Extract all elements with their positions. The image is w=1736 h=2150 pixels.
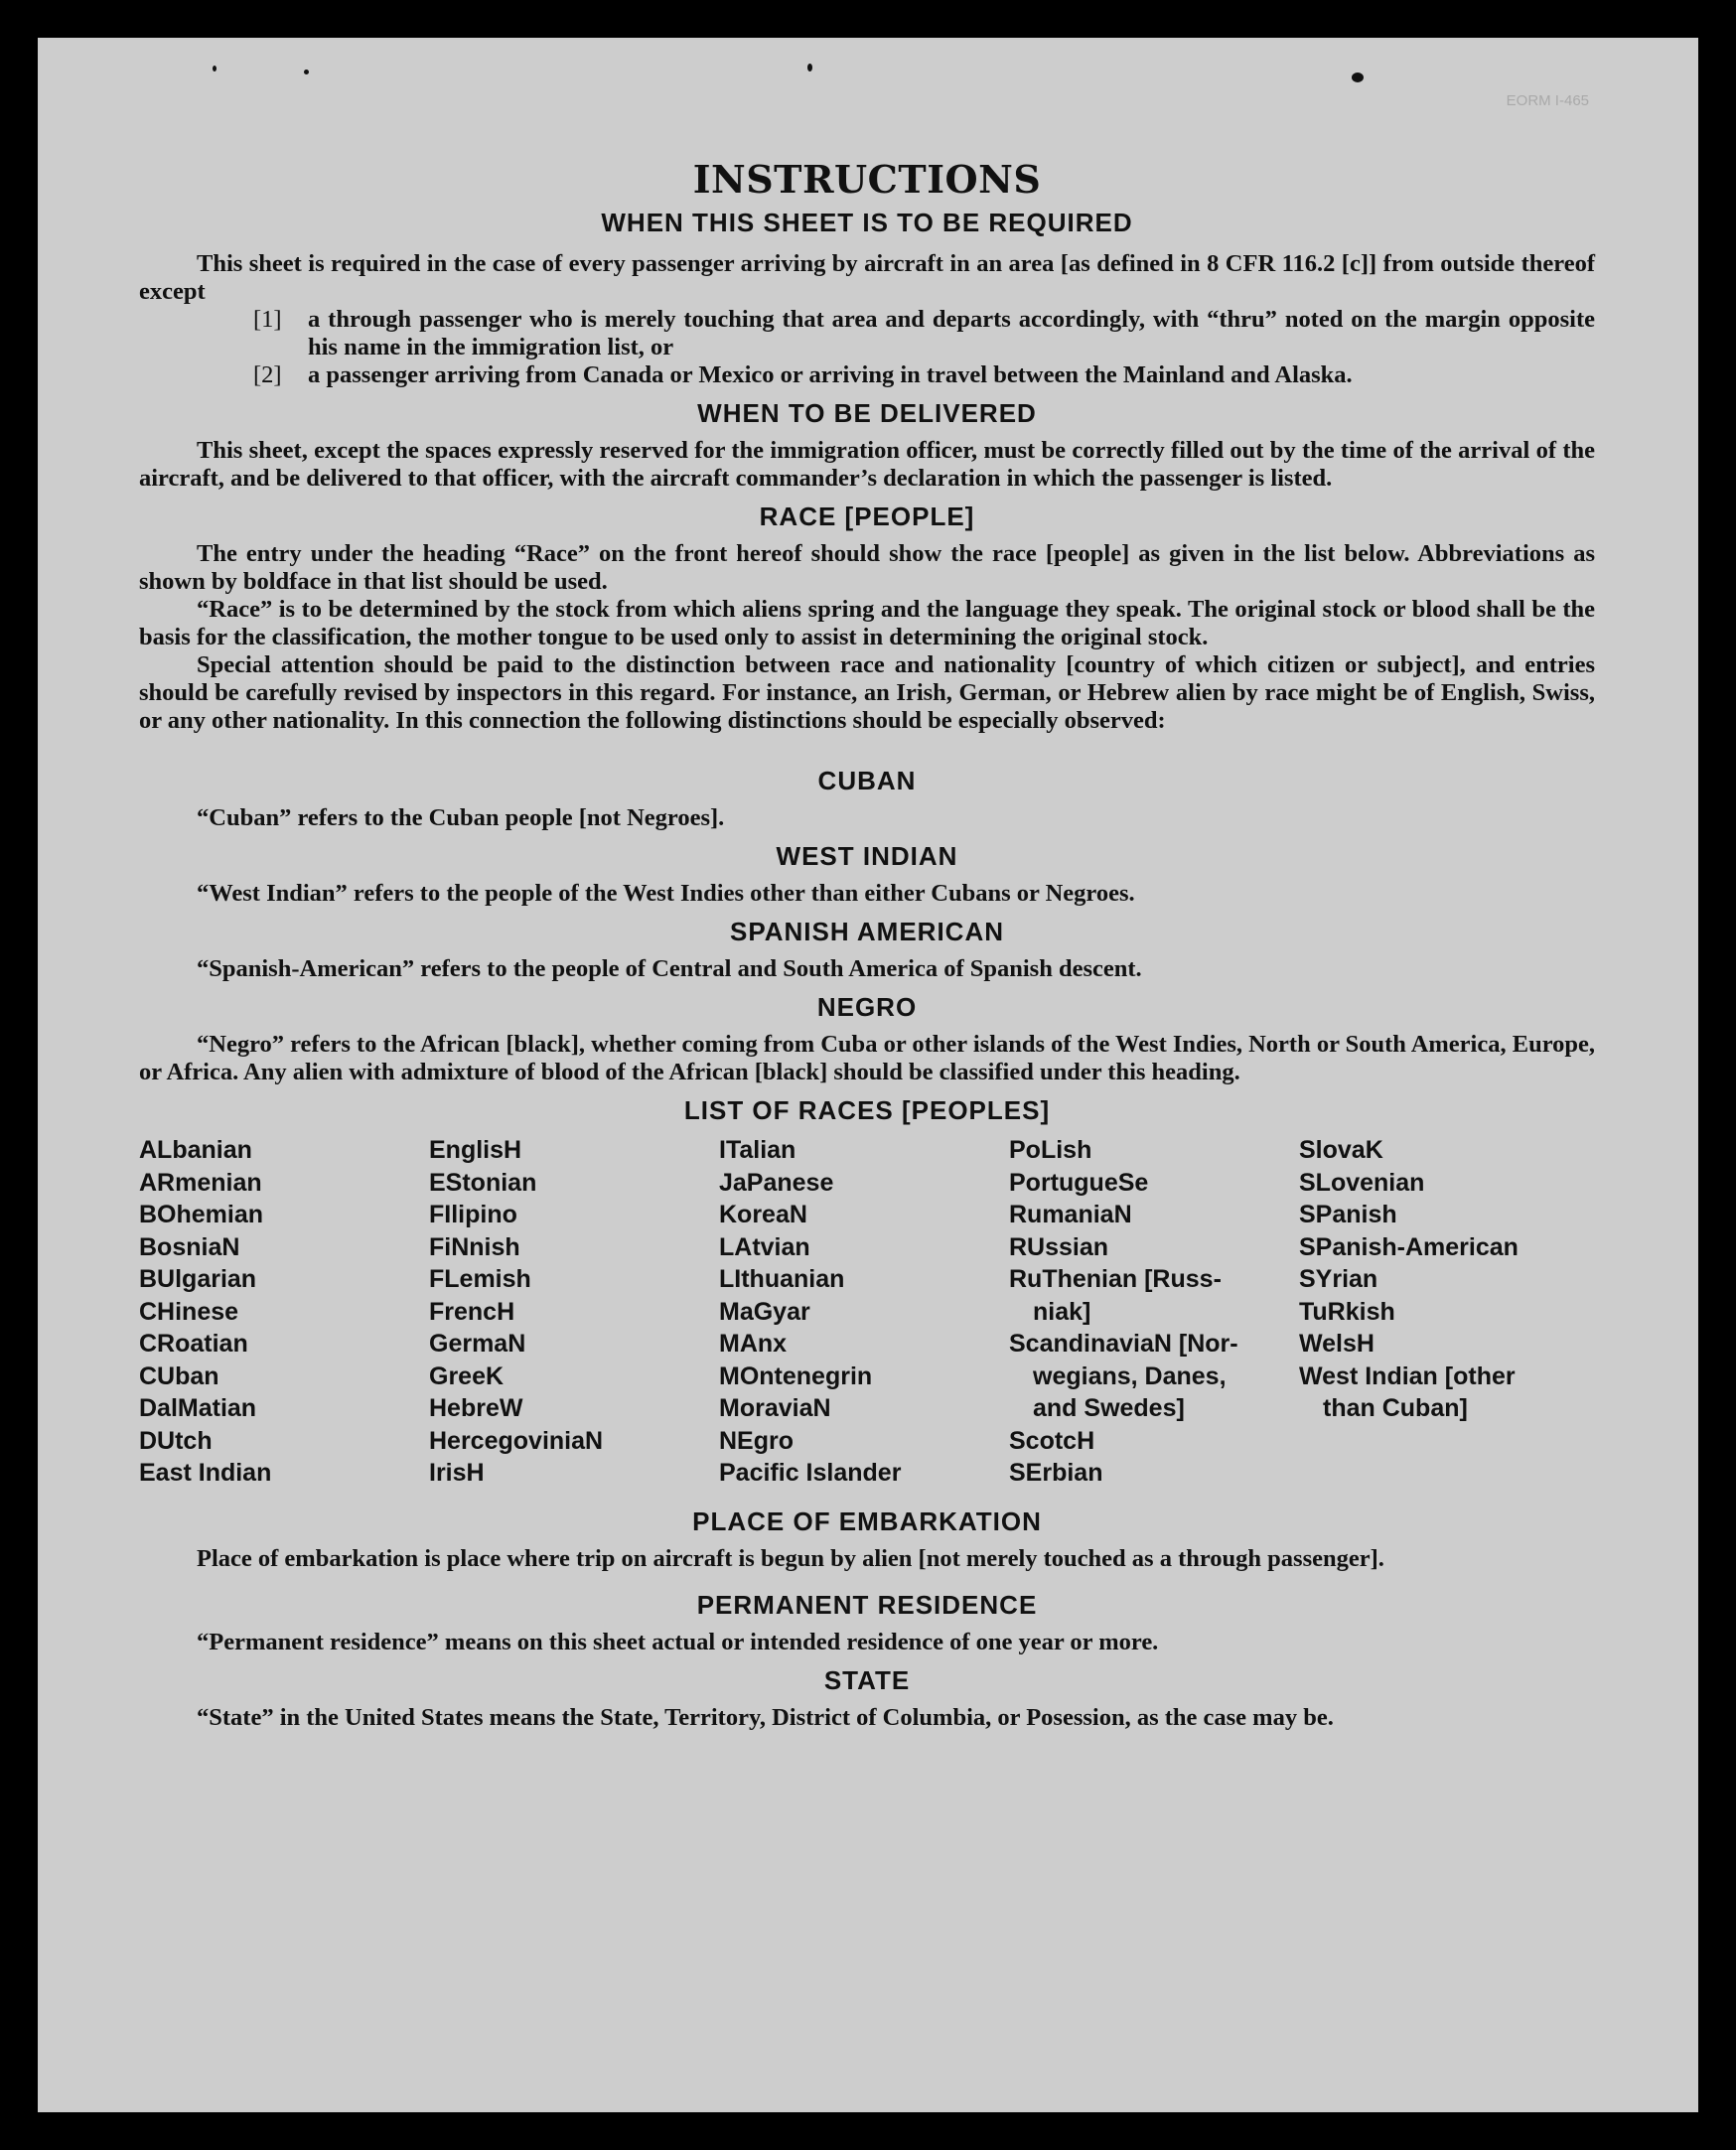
- exception-item: [2] a passenger arriving from Canada or Mexico or arriving in travel between the Mainland and Alaska.: [253, 361, 1353, 388]
- race-entry: SPanish: [1299, 1201, 1397, 1228]
- race-entry: DalMatian: [139, 1394, 257, 1422]
- required-intro: This sheet is required in the case of every passenger arriving by aircraft in an area [as defined in 8 CFR 116.2 [c]] from outside thereof except: [139, 250, 1595, 305]
- race-entry: TuRkish: [1299, 1297, 1395, 1326]
- race-entry: CRoatian: [139, 1330, 248, 1358]
- race-entry: RumaniaN: [1009, 1201, 1132, 1228]
- race-paragraph-1: The entry under the heading “Race” on the front hereof should show the race [people] as given in the list below. Abbreviations as shown by boldface in that list should be used.: [139, 540, 1595, 595]
- spanish-american-text: “Spanish-American” refers to the people of Central and South America of Spanish descent.: [197, 955, 1142, 982]
- race-entry: SPanish-American: [1299, 1232, 1519, 1261]
- heading-required: WHEN THIS SHEET IS TO BE REQUIRED: [601, 208, 1133, 237]
- races-column: [139, 1134, 429, 1490]
- race-entry: SlovaK: [1299, 1136, 1383, 1164]
- race-entry-continued: and Swedes]: [1033, 1394, 1185, 1422]
- heading-cuban: CUBAN: [817, 766, 917, 795]
- heading-delivered: WHEN TO BE DELIVERED: [697, 398, 1037, 428]
- race-entry-continued: niak]: [1033, 1297, 1091, 1326]
- race-entry: DUtch: [139, 1426, 213, 1455]
- race-entry: HercegoviniaN: [429, 1426, 604, 1455]
- west-indian-text: “West Indian” refers to the people of the West Indies other than either Cubans or Negroes.: [197, 880, 1135, 907]
- race-entry: FIlipino: [429, 1201, 517, 1228]
- race-entry-continued: wegians, Danes,: [1033, 1362, 1227, 1390]
- race-entry: RuThenian [Russ-: [1009, 1265, 1222, 1293]
- heading-races-list: LIST OF RACES [PEOPLES]: [683, 1095, 1051, 1125]
- heading-residence: PERMANENT RESIDENCE: [696, 1589, 1038, 1620]
- cuban-text: “Cuban” refers to the Cuban people [not Negroes].: [197, 804, 725, 831]
- race-entry: MoraviaN: [719, 1394, 831, 1422]
- race-entry: PortugueSe: [1009, 1168, 1149, 1197]
- race-entry: FLemish: [429, 1265, 531, 1293]
- race-entry: NEgro: [719, 1426, 794, 1455]
- heading-race: RACE [PEOPLE]: [759, 502, 975, 531]
- race-entry: MOntenegrin: [719, 1362, 873, 1390]
- scan-speck: [1352, 72, 1364, 82]
- instructions-content: [139, 155, 1595, 1732]
- race-entry: LAtvian: [719, 1232, 810, 1261]
- race-entry: BosniaN: [139, 1232, 240, 1261]
- race-entry: SLovenian: [1299, 1168, 1425, 1197]
- document-sheet: [38, 38, 1698, 2112]
- race-entry: EStonian: [429, 1168, 537, 1197]
- heading-embarkation: PLACE OF EMBARKATION: [692, 1505, 1042, 1536]
- residence-text: “Permanent residence” means on this sheet actual or intended residence of one year or more.: [197, 1628, 1159, 1655]
- race-entry: BUlgarian: [139, 1265, 257, 1293]
- race-entry: Pacific Islander: [719, 1459, 902, 1487]
- races-table: [139, 1134, 1595, 1490]
- race-paragraph-3: Special attention should be paid to the distinction between race and nationality [country of which citizen or subject], and entries should be carefully revised by inspectors in this regard. For instance, an Irish, German, or Hebrew alien by race might be of English, Swiss, or any other nationality. In this connection the following distinctions should be especially observed:: [139, 651, 1595, 734]
- races-column: [719, 1134, 1009, 1490]
- race-entry: WelsH: [1299, 1330, 1374, 1358]
- heading-spanish-american: SPANISH AMERICAN: [729, 917, 1004, 946]
- state-text: “State” in the United States means the State, Territory, District of Columbia, or Posession, as the case may be.: [197, 1703, 1334, 1731]
- negro-text: “Negro” refers to the African [black], whether coming from Cuba or other islands of the West Indies, North or South America, Europe, or Africa. Any alien with admixture of blood of the African [black] should be classified under this heading.: [139, 1031, 1596, 1085]
- race-entry: CHinese: [139, 1297, 239, 1326]
- races-column: [1299, 1134, 1589, 1490]
- race-entry: SYrian: [1299, 1265, 1378, 1293]
- race-entry: ITalian: [719, 1136, 796, 1164]
- race-entry: ScotcH: [1009, 1426, 1095, 1455]
- race-entry: GreeK: [429, 1362, 505, 1390]
- race-entry: West Indian [other: [1299, 1362, 1516, 1390]
- scan-speck: [213, 66, 217, 72]
- page-title: INSTRUCTIONS: [692, 157, 1042, 202]
- race-entry: ARmenian: [139, 1168, 262, 1197]
- race-entry: RUssian: [1009, 1232, 1109, 1261]
- races-column: [1009, 1134, 1299, 1490]
- race-entry: FrencH: [429, 1297, 515, 1326]
- race-entry: HebreW: [429, 1394, 523, 1422]
- races-column: [429, 1134, 719, 1490]
- race-entry: KoreaN: [719, 1201, 807, 1228]
- race-entry: SErbian: [1009, 1459, 1103, 1487]
- embarkation-text: Place of embarkation is place where trip on aircraft is begun by alien [not merely touched as a through passenger].: [197, 1544, 1384, 1572]
- heading-negro: NEGRO: [816, 992, 918, 1022]
- scan-speck: [304, 70, 309, 74]
- race-entry: ScandinaviaN [Nor-: [1009, 1330, 1238, 1358]
- race-entry: IrisH: [429, 1459, 485, 1487]
- delivered-text: This sheet, except the spaces expressly reserved for the immigration officer, must be correctly filled out by the time of the arrival of the aircraft, and be delivered to that officer, with the aircraft commander’s declaration in which the passenger is listed.: [139, 437, 1595, 492]
- race-entry: FiNnish: [429, 1232, 520, 1261]
- heading-state: STATE: [823, 1664, 911, 1695]
- race-entry: East Indian: [139, 1459, 272, 1487]
- scan-speck: [807, 64, 812, 72]
- heading-west-indian: WEST INDIAN: [776, 841, 958, 871]
- exceptions-list: [139, 306, 1595, 389]
- race-entry: BOhemian: [139, 1201, 264, 1228]
- race-entry: JaPanese: [719, 1168, 834, 1197]
- race-entry: EnglisH: [429, 1136, 522, 1164]
- race-entry: CUban: [139, 1362, 219, 1390]
- race-entry-continued: than Cuban]: [1323, 1394, 1468, 1422]
- race-entry: GermaN: [429, 1330, 526, 1358]
- race-paragraph-2: “Race” is to be determined by the stock from which aliens spring and the language they speak. The original stock or blood shall be the basis for the classification, the mother tongue to be used only to assist in determining the original stock.: [139, 596, 1595, 650]
- exception-item: [1] a through passenger who is merely touching that area and departs accordingly, with “thru” noted on the margin opposite his name in the immigration list, or: [253, 306, 1595, 360]
- race-entry: MaGyar: [719, 1297, 810, 1326]
- race-entry: MAnx: [719, 1330, 788, 1358]
- race-entry: PoLish: [1009, 1136, 1092, 1164]
- race-entry: ALbanian: [139, 1136, 252, 1164]
- race-entry: LIthuanian: [719, 1265, 845, 1293]
- form-number-bleed: EORM I-465: [1506, 92, 1589, 109]
